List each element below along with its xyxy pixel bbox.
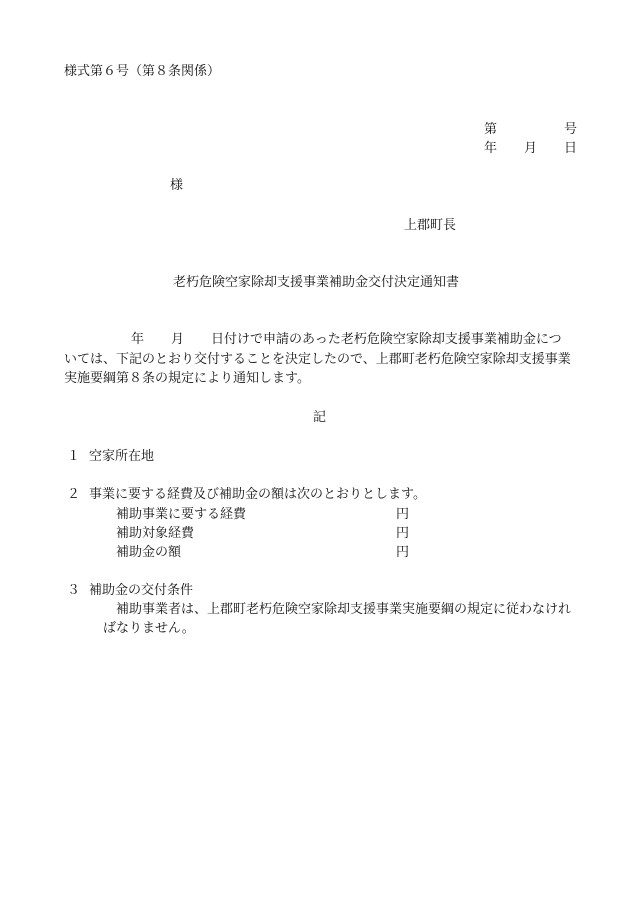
item2-number: ２ — [67, 487, 81, 502]
cost-row-label: 補助対象経費 — [116, 526, 195, 541]
item3-label: 補助金の交付条件 — [89, 583, 194, 598]
date-month: 月 — [524, 141, 538, 156]
body-line-1: 日付けで申請のあった老朽危険空家除却支援事業補助金につ — [211, 332, 562, 347]
doc-number-suffix: 号 — [564, 122, 578, 137]
cost-row-unit: 円 — [396, 507, 410, 522]
sender: 上郡町長 — [404, 218, 457, 233]
document-title: 老朽危険空家除却支援事業補助金交付決定通知書 — [173, 275, 460, 290]
doc-number-prefix: 第 — [484, 122, 498, 137]
cost-row-label: 補助事業に要する経費 — [116, 507, 247, 522]
body-date-month: 月 — [171, 332, 185, 347]
body-date-year: 年 — [131, 332, 145, 347]
body-line-3: 実施要綱第８条の規定により通知します。 — [64, 371, 310, 386]
item3-line-1: 補助事業者は、上郡町老朽危険空家除却支援事業実施要綱の規定に従わなけれ — [116, 602, 572, 617]
date-day: 日 — [564, 141, 578, 156]
cost-row-unit: 円 — [396, 526, 410, 541]
item1-number: １ — [67, 449, 81, 464]
item1-label: 空家所在地 — [89, 449, 155, 464]
item2-label: 事業に要する経費及び補助金の額は次のとおりとします。 — [89, 487, 426, 502]
body-line-2: いては、下記のとおり交付することを決定したので、上郡町老朽危険空家除却支援事業 — [64, 352, 571, 367]
cost-row-label: 補助金の額 — [116, 545, 182, 560]
item3-number: ３ — [67, 583, 81, 598]
ki-heading: 記 — [313, 410, 327, 425]
item3-line-2: ばなりません。 — [103, 621, 195, 636]
form-label: 様式第６号（第８条関係） — [64, 64, 221, 79]
cost-row-unit: 円 — [396, 545, 410, 560]
date-year: 年 — [484, 141, 498, 156]
addressee-suffix: 様 — [170, 178, 184, 193]
